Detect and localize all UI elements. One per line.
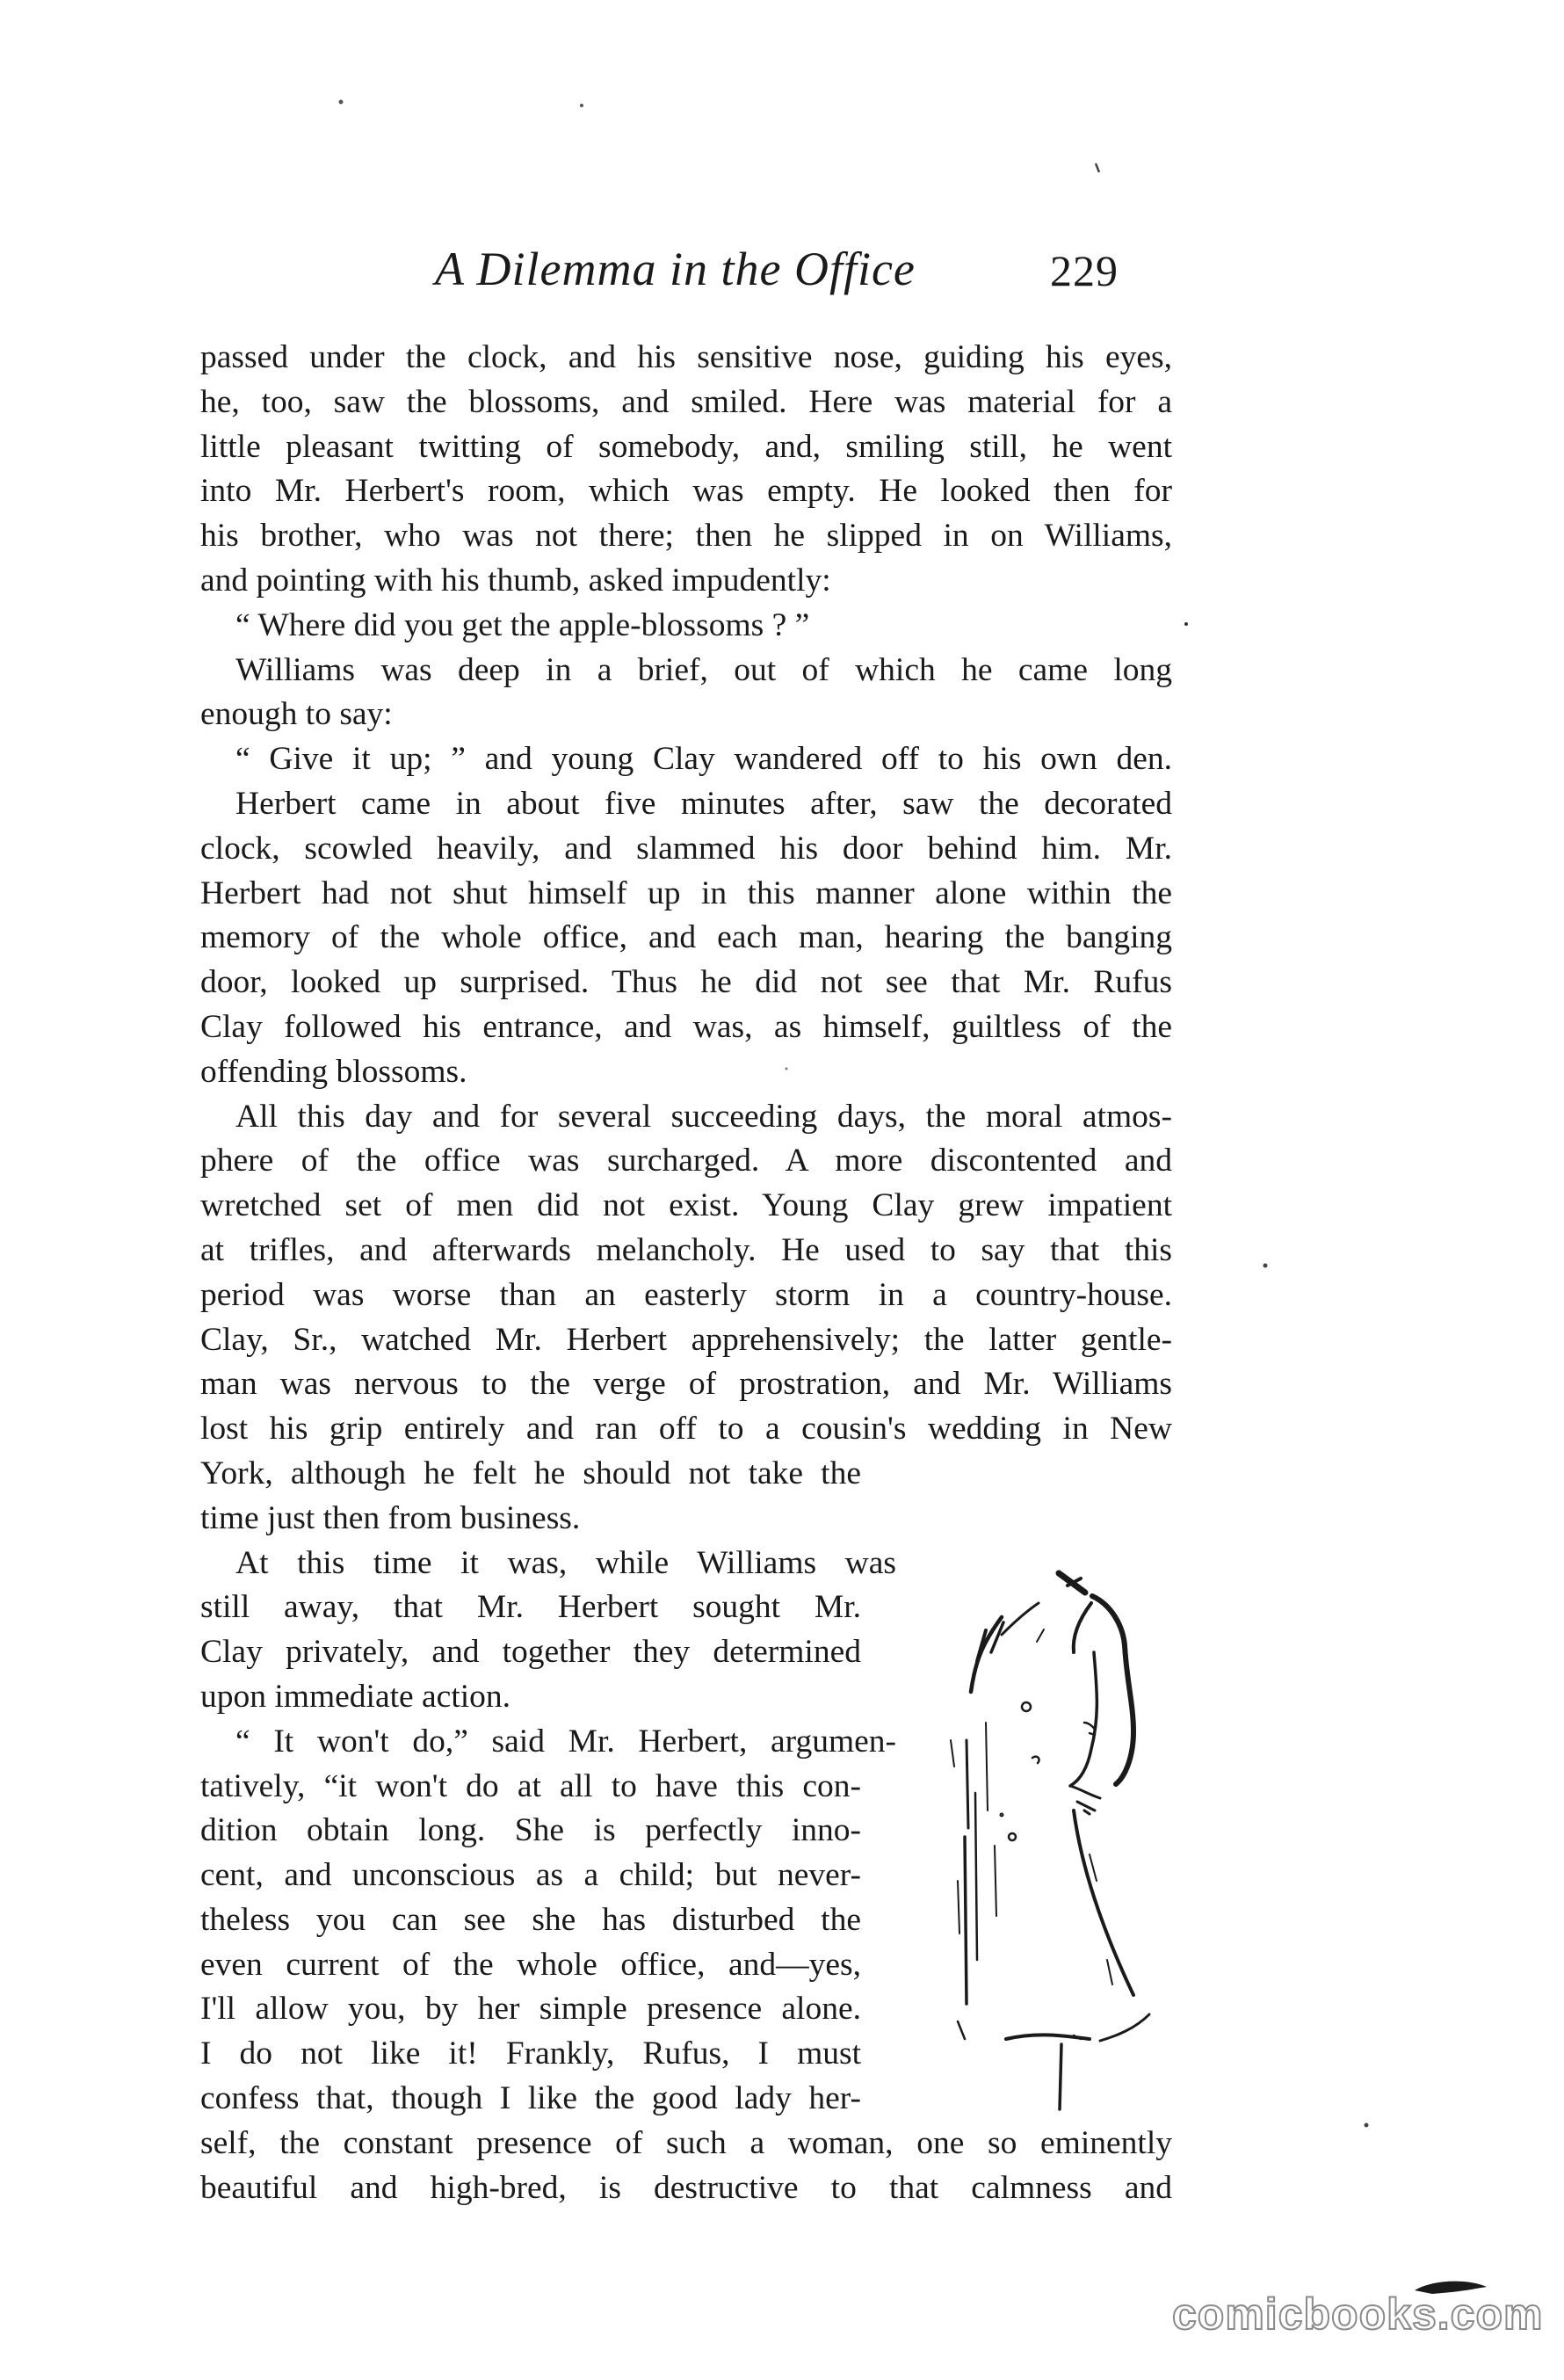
text-line: confess that, though I like the good lady her-: [200, 2080, 861, 2117]
text-line: beautiful and high-bred, is destructive to that calmness and: [200, 2169, 1172, 2206]
text-line: man was nervous to the verge of prostration, and Mr. Williams: [200, 1366, 1172, 1403]
text-line: York, although he felt he should not take the: [200, 1455, 861, 1491]
running-header: [0, 242, 1564, 312]
text-line: still away, that Mr. Herbert sought Mr.: [200, 1589, 861, 1626]
text-line: wretched set of men did not exist. Young Clay grew impatient: [200, 1187, 1172, 1224]
text-line: door, looked up surprised. Thus he did not see that Mr. Rufus: [200, 964, 1172, 1001]
text-line: passed under the clock, and his sensitive nose, guiding his eyes,: [200, 339, 1172, 375]
watermark: [1169, 2280, 1555, 2341]
text-line: Clay followed his entrance, and was, as himself, guiltless of the: [200, 1008, 1172, 1045]
text-line: offending blossoms.: [200, 1053, 467, 1090]
coat-sketch-icon: [870, 1547, 1186, 2127]
running-title: A Dilemma in the Office: [435, 243, 916, 295]
text-line: Herbert had not shut himself up in this manner alone within the: [200, 874, 1172, 911]
text-line: dition obtain long. She is perfectly inno-: [200, 1812, 861, 1849]
text-line: self, the constant presence of such a woman, one so eminently: [200, 2124, 1172, 2161]
text-line: “ It won't do,” said Mr. Herbert, argumen-: [235, 1723, 896, 1760]
text-line: into Mr. Herbert's room, which was empty. He looked then for: [200, 473, 1172, 510]
text-line: time just then from business.: [200, 1499, 581, 1536]
text-line: Herbert came in about five minutes after, saw the decorated: [235, 785, 1172, 822]
text-line: tatively, “it won't do at all to have this con-: [200, 1767, 861, 1804]
text-line: lost his grip entirely and ran off to a cousin's wedding in New: [200, 1411, 1172, 1448]
text-line: at trifles, and afterwards melancholy. He used to say that this: [200, 1231, 1172, 1268]
text-line: upon immediate action.: [200, 1678, 511, 1715]
text-line: phere of the office was surcharged. A more discontented and: [200, 1143, 1172, 1179]
text-line: enough to say:: [200, 696, 393, 733]
text-line: “ Where did you get the apple-blossoms ? ”: [235, 606, 810, 643]
text-line: memory of the whole office, and each man, hearing the banging: [200, 919, 1172, 956]
watermark-text: comicbooks.com: [1172, 2289, 1544, 2339]
text-line: clock, scowled heavily, and slammed his door behind him. Mr.: [200, 830, 1172, 867]
text-line: Clay, Sr., watched Mr. Herbert apprehensively; the latter gentle-: [200, 1321, 1172, 1358]
text-line: At this time it was, while Williams was: [235, 1544, 896, 1581]
text-line: even current of the whole office, and—yes,: [200, 1946, 861, 1983]
text-line: All this day and for several succeeding days, the moral atmos-: [235, 1098, 1172, 1135]
text-line: theless you can see she has disturbed the: [200, 1901, 861, 1938]
text-line: cent, and unconscious as a child; but never-: [200, 1857, 861, 1894]
page-number: 229: [1050, 246, 1119, 295]
text-line: his brother, who was not there; then he slipped in on Williams,: [200, 518, 1172, 555]
text-line: little pleasant twitting of somebody, and, smiling still, he went: [200, 428, 1172, 465]
text-line: Clay privately, and together they determined: [200, 1634, 861, 1671]
text-line: he, too, saw the blossoms, and smiled. Here was material for a: [200, 383, 1172, 420]
text-line: and pointing with his thumb, asked impudently:: [200, 562, 831, 599]
text-line: period was worse than an easterly storm in a country-house.: [200, 1276, 1172, 1313]
text-line: “ Give it up; ” and young Clay wandered off to his own den.: [235, 741, 1172, 778]
text-line: Williams was deep in a brief, out of which he came long: [235, 651, 1172, 688]
text-line: I'll allow you, by her simple presence alone.: [200, 1991, 861, 2028]
text-line: I do not like it! Frankly, Rufus, I must: [200, 2035, 861, 2072]
